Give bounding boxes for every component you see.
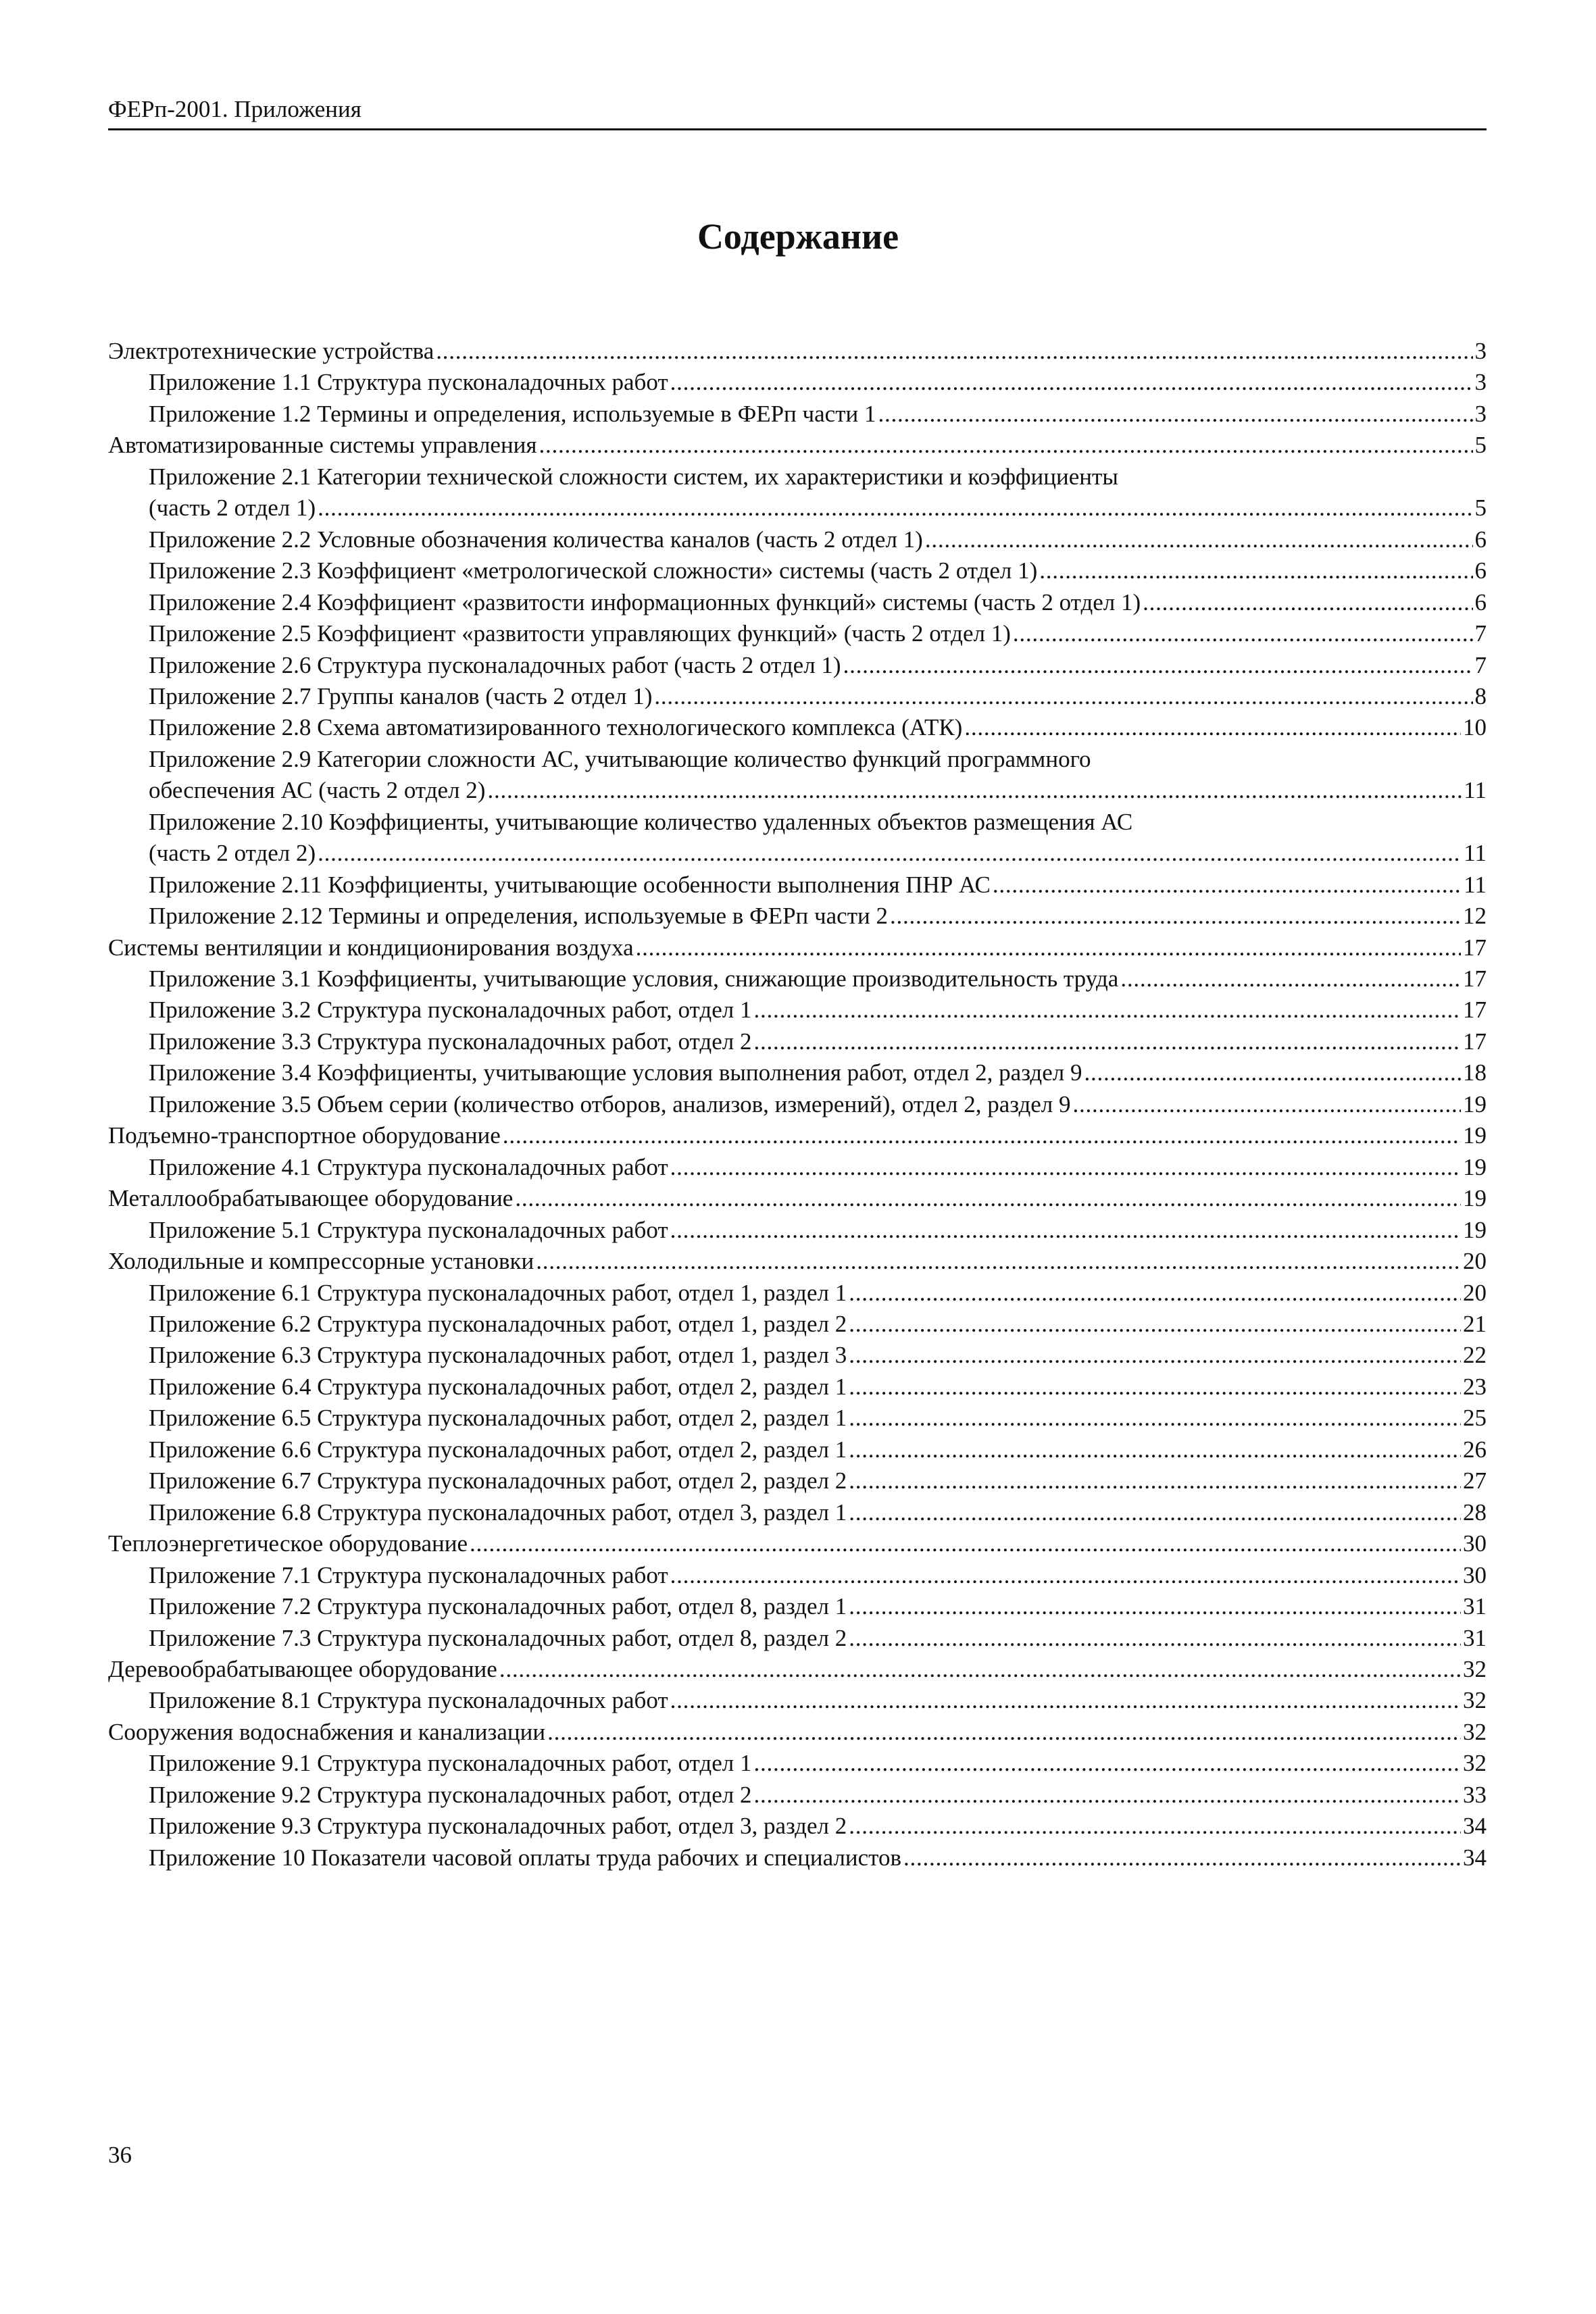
toc-entry-page: 19	[1463, 1216, 1487, 1243]
toc-entry-text: Приложение 2.11 Коэффициенты, учитывающие особенности выполнения ПНР АС	[149, 871, 991, 898]
toc-entry-page: 33	[1463, 1781, 1487, 1808]
toc-entry-text: Приложение 6.8 Структура пусконаладочных работ, отдел 3, раздел 1	[149, 1499, 847, 1526]
dot-leader	[903, 1842, 1461, 1873]
toc-entry-page: 18	[1463, 1059, 1487, 1086]
toc-entry-text: Приложение 2.9 Категории сложности АС, учитывающие количество функций программного	[149, 745, 1091, 772]
dot-leader	[654, 681, 1472, 712]
dot-leader	[849, 1340, 1461, 1371]
dot-leader	[849, 1811, 1461, 1842]
toc-entry-page: 5	[1474, 495, 1487, 522]
dot-leader	[1143, 587, 1472, 618]
toc-appendix-entry[interactable]	[108, 367, 1487, 398]
toc-section-entry[interactable]	[108, 1246, 1487, 1277]
toc-appendix-entry[interactable]	[108, 1089, 1487, 1120]
toc-entry-text: Подъемно-транспортное оборудование	[108, 1122, 501, 1149]
toc-entry-text: Электротехнические устройства	[108, 338, 434, 364]
toc-entry-text: Приложение 10 Показатели часовой оплаты труда рабочих и специалистов	[149, 1844, 902, 1871]
dot-leader	[670, 1560, 1461, 1591]
dot-leader	[1084, 1057, 1461, 1088]
toc-entry-page: 32	[1463, 1655, 1487, 1682]
header-rule	[108, 128, 1487, 130]
dot-leader	[1013, 618, 1473, 649]
toc-entry-text: Металлообрабатывающее оборудование	[108, 1185, 514, 1212]
toc-entry-page: 23	[1463, 1373, 1487, 1400]
toc-entry-page: 30	[1463, 1561, 1487, 1588]
dot-leader	[547, 1717, 1461, 1748]
toc-entry-page: 11	[1464, 777, 1487, 804]
toc-entry-text: Приложение 2.7 Группы каналов (часть 2 отдел 1)	[149, 682, 653, 709]
toc-appendix-entry[interactable]	[108, 1591, 1487, 1622]
toc-entry-text: Приложение 9.1 Структура пусконаладочных работ, отдел 1	[149, 1750, 752, 1777]
dot-leader	[753, 1780, 1461, 1811]
toc-entry-page: 31	[1463, 1624, 1487, 1651]
toc-entry-page: 19	[1463, 1153, 1487, 1180]
toc-appendix-entry[interactable]	[108, 1057, 1487, 1088]
toc-entry-text: Автоматизированные системы управления	[108, 432, 537, 459]
toc-entry-page: 19	[1463, 1185, 1487, 1212]
toc-entry-text: Приложение 3.2 Структура пусконаладочных работ, отдел 1	[149, 997, 752, 1024]
toc-appendix-entry[interactable]	[108, 650, 1487, 681]
dot-leader	[1039, 555, 1472, 586]
toc-entry-page: 20	[1463, 1279, 1487, 1306]
toc-entry-page: 17	[1463, 1028, 1487, 1055]
dot-leader	[753, 1748, 1461, 1779]
toc-appendix-entry[interactable]	[108, 1842, 1487, 1873]
toc-entry-text: Системы вентиляции и кондиционирования воздуха	[108, 934, 634, 961]
toc-appendix-entry[interactable]	[108, 963, 1487, 995]
toc-appendix-entry[interactable]	[108, 807, 1487, 870]
dot-leader	[849, 1278, 1461, 1309]
toc-appendix-entry[interactable]	[108, 1434, 1487, 1465]
running-header: ФЕРп-2001. Приложения	[108, 96, 361, 122]
toc-entry-page: 27	[1463, 1467, 1487, 1494]
toc-entry-page: 7	[1474, 651, 1487, 678]
toc-entry-page: 3	[1474, 338, 1487, 364]
toc-entry-text: Приложение 8.1 Структура пусконаладочных работ	[149, 1687, 668, 1714]
table-of-contents	[108, 336, 1487, 1873]
toc-entry-text: Холодильные и компрессорные установки	[108, 1248, 534, 1275]
dot-leader	[925, 524, 1473, 555]
dot-leader	[670, 1152, 1461, 1183]
toc-appendix-entry[interactable]	[108, 744, 1487, 807]
dot-leader	[964, 712, 1461, 743]
toc-appendix-entry[interactable]	[108, 524, 1487, 555]
dot-leader	[670, 1685, 1461, 1716]
toc-section-entry[interactable]	[108, 932, 1487, 963]
toc-entry-text: Приложение 4.1 Структура пусконаладочных работ	[149, 1153, 668, 1180]
dot-leader	[849, 1623, 1461, 1654]
toc-entry-text: Приложение 6.5 Структура пусконаладочных работ, отдел 2, раздел 1	[149, 1405, 847, 1432]
toc-entry-text-continuation: (часть 2 отдел 2)	[149, 840, 316, 867]
toc-entry-page: 6	[1474, 557, 1487, 584]
toc-appendix-entry[interactable]	[108, 1748, 1487, 1779]
toc-entry-page: 10	[1463, 714, 1487, 741]
page-title: Содержание	[697, 216, 899, 257]
toc-entry-text: Теплоэнергетическое оборудование	[108, 1530, 468, 1557]
toc-entry-text: Приложение 7.3 Структура пусконаладочных работ, отдел 8, раздел 2	[149, 1624, 847, 1651]
dot-leader	[536, 1246, 1461, 1277]
toc-entry-page: 17	[1463, 997, 1487, 1024]
dot-leader	[318, 838, 1462, 869]
toc-appendix-entry[interactable]	[108, 1278, 1487, 1309]
toc-entry-page: 25	[1463, 1405, 1487, 1432]
toc-appendix-entry[interactable]	[108, 901, 1487, 932]
toc-appendix-entry[interactable]	[108, 1403, 1487, 1434]
toc-appendix-entry[interactable]	[108, 1623, 1487, 1654]
toc-entry-page: 32	[1463, 1750, 1487, 1777]
toc-entry-page: 8	[1474, 682, 1487, 709]
toc-entry-text: Приложение 2.1 Категории технической сложности систем, их характеристики и коэффициенты	[149, 463, 1118, 490]
toc-entry-page: 32	[1463, 1687, 1487, 1714]
toc-entry-page: 20	[1463, 1248, 1487, 1275]
toc-entry-page: 34	[1463, 1844, 1487, 1871]
toc-appendix-entry[interactable]	[108, 1372, 1487, 1403]
toc-appendix-entry[interactable]	[108, 1685, 1487, 1716]
dot-leader	[878, 399, 1473, 430]
toc-entry-text: Сооружения водоснабжения и канализации	[108, 1718, 546, 1745]
toc-entry-text: Приложение 2.4 Коэффициент «развитости информационных функций» системы (часть 2 отдел 1)	[149, 588, 1141, 615]
dot-leader	[499, 1654, 1461, 1685]
toc-section-entry[interactable]	[108, 1528, 1487, 1559]
toc-entry-page: 12	[1463, 903, 1487, 930]
toc-entry-text: Приложение 1.1 Структура пусконаладочных работ	[149, 369, 668, 396]
toc-entry-page: 21	[1463, 1311, 1487, 1337]
toc-entry-text: Приложение 6.3 Структура пусконаладочных работ, отдел 1, раздел 3	[149, 1342, 847, 1369]
toc-appendix-entry[interactable]	[108, 461, 1487, 524]
toc-entry-text: Приложение 2.3 Коэффициент «метрологической сложности» системы (часть 2 отдел 1)	[149, 557, 1038, 584]
dot-leader	[487, 775, 1462, 806]
toc-appendix-entry[interactable]	[108, 399, 1487, 430]
toc-entry-text: Приложение 3.5 Объем серии (количество отборов, анализов, измерений), отдел 2, раздел 9	[149, 1090, 1071, 1117]
toc-entry-page: 11	[1464, 871, 1487, 898]
toc-entry-page: 32	[1463, 1718, 1487, 1745]
toc-entry-text-continuation: обеспечения АС (часть 2 отдел 2)	[149, 777, 486, 804]
dot-leader	[515, 1183, 1461, 1214]
dot-leader	[436, 336, 1472, 367]
toc-entry-text: Приложение 2.10 Коэффициенты, учитывающие количество удаленных объектов размещения АС	[149, 808, 1133, 835]
toc-section-entry[interactable]	[108, 336, 1487, 367]
toc-appendix-entry[interactable]	[108, 1309, 1487, 1340]
toc-entry-text: Приложение 9.3 Структура пусконаладочных работ, отдел 3, раздел 2	[149, 1813, 847, 1840]
dot-leader	[849, 1591, 1461, 1622]
dot-leader	[843, 650, 1473, 681]
dot-leader	[753, 1026, 1461, 1057]
dot-leader	[318, 493, 1472, 524]
toc-entry-text: Приложение 6.2 Структура пусконаладочных работ, отдел 1, раздел 2	[149, 1311, 847, 1337]
dot-leader	[849, 1372, 1461, 1403]
toc-entry-page: 26	[1463, 1436, 1487, 1463]
toc-appendix-entry[interactable]	[108, 555, 1487, 586]
page-number: 36	[108, 2142, 132, 2168]
dot-leader	[670, 367, 1473, 398]
toc-appendix-entry[interactable]	[108, 712, 1487, 743]
toc-entry-text: Приложение 3.4 Коэффициенты, учитывающие условия выполнения работ, отдел 2, раздел 9	[149, 1059, 1082, 1086]
toc-appendix-entry[interactable]	[108, 1811, 1487, 1842]
toc-appendix-entry[interactable]	[108, 1497, 1487, 1528]
dot-leader	[753, 995, 1461, 1026]
dot-leader	[993, 870, 1462, 901]
toc-appendix-entry[interactable]	[108, 1152, 1487, 1183]
toc-entry-page: 3	[1474, 400, 1487, 427]
toc-entry-text: Приложение 7.1 Структура пусконаладочных работ	[149, 1561, 668, 1588]
toc-entry-page: 3	[1474, 369, 1487, 396]
toc-entry-text: Деревообрабатывающее оборудование	[108, 1655, 497, 1682]
dot-leader	[539, 430, 1473, 461]
dot-leader	[849, 1403, 1461, 1434]
toc-appendix-entry[interactable]	[108, 1560, 1487, 1591]
toc-entry-page: 30	[1463, 1530, 1487, 1557]
toc-entry-text: Приложение 5.1 Структура пусконаладочных работ	[149, 1216, 668, 1243]
dot-leader	[636, 932, 1461, 963]
toc-entry-text: Приложение 6.1 Структура пусконаладочных работ, отдел 1, раздел 1	[149, 1279, 847, 1306]
dot-leader	[849, 1497, 1461, 1528]
dot-leader	[849, 1309, 1461, 1340]
toc-section-entry[interactable]	[108, 1120, 1487, 1151]
toc-entry-page: 11	[1464, 840, 1487, 867]
toc-entry-text: Приложение 2.8 Схема автоматизированного технологического комплекса (АТК)	[149, 714, 963, 741]
toc-appendix-entry[interactable]	[108, 681, 1487, 712]
toc-entry-page: 19	[1463, 1122, 1487, 1149]
toc-appendix-entry[interactable]	[108, 995, 1487, 1026]
toc-entry-text: Приложение 9.2 Структура пусконаладочных работ, отдел 2	[149, 1781, 752, 1808]
toc-appendix-entry[interactable]	[108, 1215, 1487, 1246]
toc-entry-text: Приложение 6.4 Структура пусконаладочных работ, отдел 2, раздел 1	[149, 1373, 847, 1400]
toc-entry-page: 5	[1474, 432, 1487, 459]
toc-entry-text: Приложение 7.2 Структура пусконаладочных работ, отдел 8, раздел 1	[149, 1593, 847, 1620]
dot-leader	[1073, 1089, 1461, 1120]
dot-leader	[849, 1465, 1461, 1496]
toc-entry-page: 19	[1463, 1090, 1487, 1117]
toc-entry-page: 6	[1474, 588, 1487, 615]
toc-entry-page: 17	[1463, 934, 1487, 961]
toc-section-entry[interactable]	[108, 1717, 1487, 1748]
toc-section-entry[interactable]	[108, 1183, 1487, 1214]
toc-appendix-entry[interactable]	[108, 870, 1487, 901]
dot-leader	[470, 1528, 1461, 1559]
dot-leader	[1120, 963, 1461, 995]
toc-entry-page: 34	[1463, 1813, 1487, 1840]
dot-leader	[670, 1215, 1461, 1246]
toc-appendix-entry[interactable]	[108, 587, 1487, 618]
toc-entry-page: 31	[1463, 1593, 1487, 1620]
toc-entry-text: Приложение 6.6 Структура пусконаладочных работ, отдел 2, раздел 1	[149, 1436, 847, 1463]
toc-entry-page: 22	[1463, 1342, 1487, 1369]
toc-entry-text: Приложение 2.12 Термины и определения, используемые в ФЕРп части 2	[149, 903, 888, 930]
toc-entry-text: Приложение 2.2 Условные обозначения количества каналов (часть 2 отдел 1)	[149, 526, 923, 553]
toc-appendix-entry[interactable]	[108, 1340, 1487, 1371]
toc-section-entry[interactable]	[108, 430, 1487, 461]
toc-entry-text: Приложение 1.2 Термины и определения, используемые в ФЕРп части 1	[149, 400, 876, 427]
toc-entry-text: Приложение 6.7 Структура пусконаладочных работ, отдел 2, раздел 2	[149, 1467, 847, 1494]
toc-entry-page: 6	[1474, 526, 1487, 553]
toc-section-entry[interactable]	[108, 1654, 1487, 1685]
toc-entry-page: 17	[1463, 965, 1487, 992]
toc-entry-text: Приложение 3.1 Коэффициенты, учитывающие условия, снижающие производительность труда	[149, 965, 1119, 992]
toc-appendix-entry[interactable]	[108, 618, 1487, 649]
toc-appendix-entry[interactable]	[108, 1780, 1487, 1811]
toc-entry-text: Приложение 2.5 Коэффициент «развитости управляющих функций» (часть 2 отдел 1)	[149, 620, 1011, 647]
toc-appendix-entry[interactable]	[108, 1465, 1487, 1496]
toc-entry-page: 28	[1463, 1499, 1487, 1526]
toc-entry-text-continuation: (часть 2 отдел 1)	[149, 495, 316, 522]
dot-leader	[890, 901, 1461, 932]
dot-leader	[849, 1434, 1461, 1465]
toc-entry-text: Приложение 2.6 Структура пусконаладочных работ (часть 2 отдел 1)	[149, 651, 841, 678]
toc-appendix-entry[interactable]	[108, 1026, 1487, 1057]
dot-leader	[503, 1120, 1461, 1151]
toc-entry-page: 7	[1474, 620, 1487, 647]
toc-entry-text: Приложение 3.3 Структура пусконаладочных работ, отдел 2	[149, 1028, 752, 1055]
